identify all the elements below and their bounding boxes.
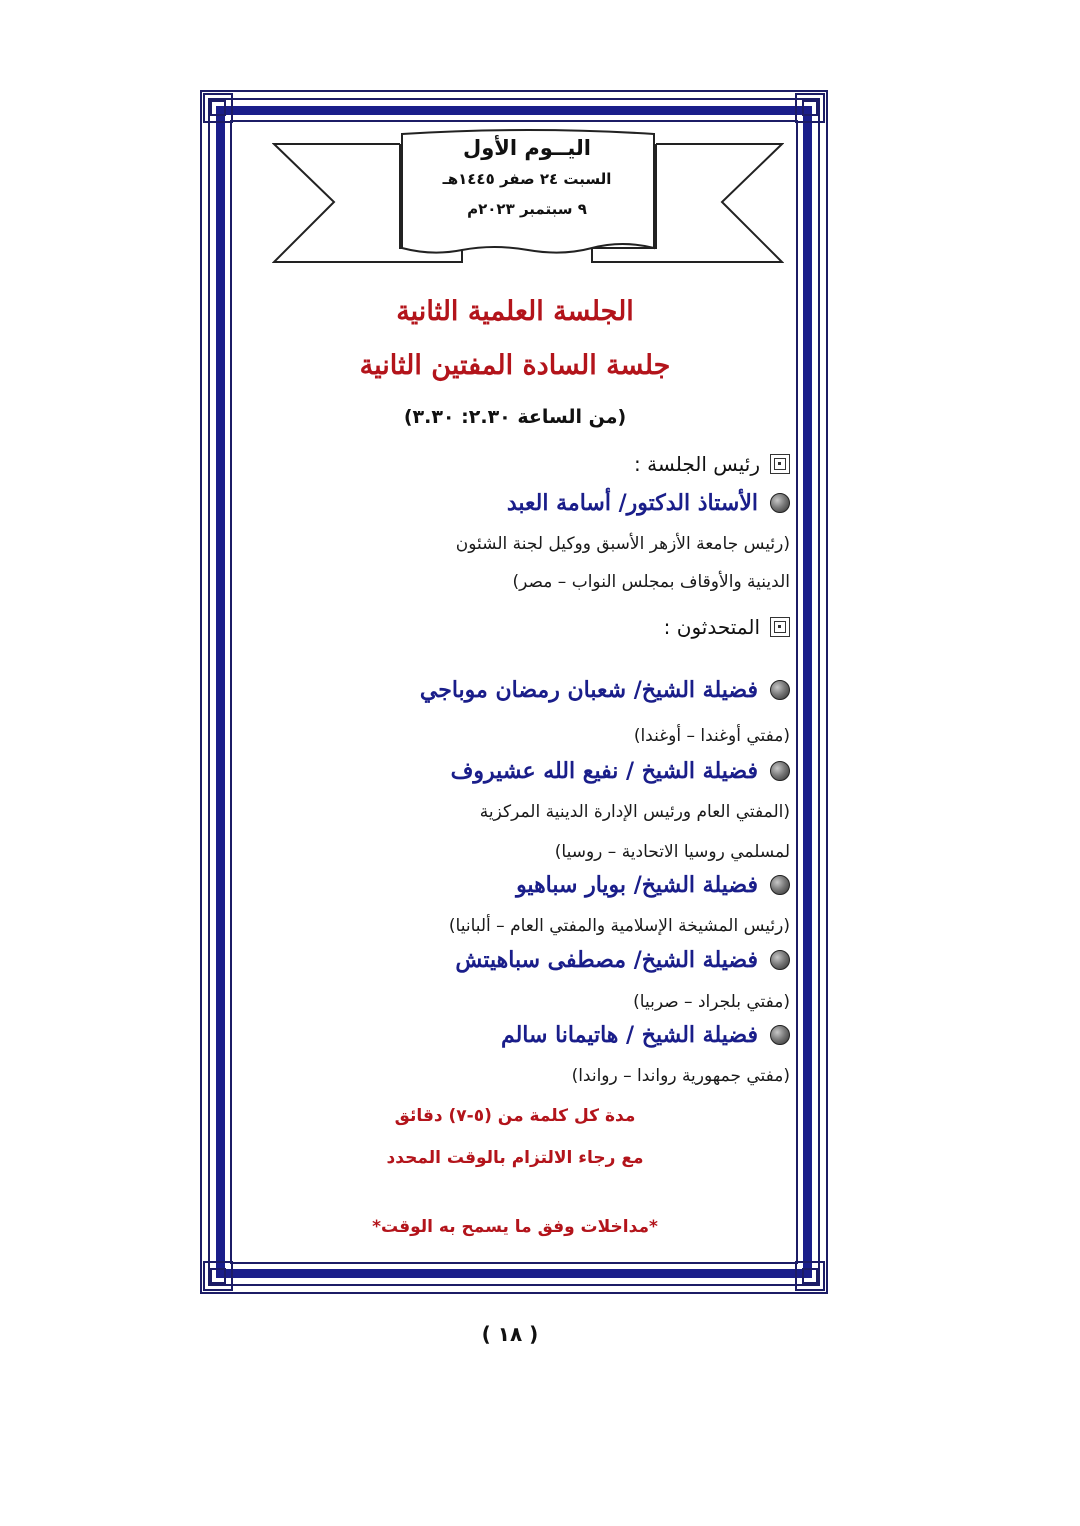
speaker-3-row	[516, 872, 790, 898]
corner-ornament-top-right	[795, 93, 825, 123]
speaker-name: فضيلة الشيخ / نفيع الله عشيروف	[450, 758, 758, 784]
corner-ornament-top-left	[203, 93, 233, 123]
speaker-desc: (مفتي بلجراد – صربيا)	[633, 992, 790, 1012]
chair-name: الأستاذ الدكتور/ أسامة العبد	[506, 490, 758, 516]
bullet-icon	[770, 1025, 790, 1045]
speaker-4-row	[455, 947, 790, 973]
chair-section-header	[634, 452, 790, 476]
corner-ornament-bottom-right	[795, 1261, 825, 1291]
hijri-date: السبت ٢٤ صفر ١٤٤٥هـ	[442, 170, 612, 188]
session-time: (من الساعة ٢.٣٠: ٣.٣٠)	[403, 406, 627, 428]
speaker-desc: (رئيس المشيخة الإسلامية والمفتي العام – ألبانيا)	[448, 916, 790, 936]
bullet-icon	[770, 875, 790, 895]
speakers-label: المتحدثون :	[663, 615, 760, 639]
chair-desc-line2: الدينية والأوقاف بمجلس النواب – مصر)	[512, 572, 790, 592]
day-title: اليــوم الأول	[463, 136, 591, 160]
session-title: الجلسة العلمية الثانية	[396, 296, 634, 327]
bullet-icon	[770, 493, 790, 513]
session-subtitle: جلسة السادة المفتين الثانية	[359, 350, 671, 381]
speaker-1-row	[420, 677, 790, 703]
speaker-desc: (مفتي جمهورية رواندا – رواندا)	[571, 1066, 790, 1086]
corner-ornament-bottom-left	[203, 1261, 233, 1291]
day-ribbon-text	[400, 132, 654, 250]
chair-label: رئيس الجلسة :	[634, 452, 760, 476]
chair-name-row	[507, 490, 790, 516]
speaker-name: فضيلة الشيخ / هاتيمانا سالم	[500, 1022, 758, 1048]
page-number: ( ١٨ )	[481, 1322, 539, 1346]
speakers-section-header	[664, 615, 790, 639]
chair-desc-line1: (رئيس جامعة الأزهر الأسبق ووكيل لجنة الشئون	[455, 534, 790, 554]
speaker-desc: (المفتي العام ورئيس الإدارة الدينية المركزية	[479, 802, 790, 822]
speaker-desc: لمسلمي روسيا الاتحادية – روسيا)	[554, 842, 790, 862]
bullet-icon	[770, 950, 790, 970]
commitment-note: مع رجاء الالتزام بالوقت المحدد	[386, 1148, 644, 1168]
speaker-name: فضيلة الشيخ/ شعبان رمضان موباجي	[419, 677, 758, 703]
bullet-icon	[770, 761, 790, 781]
square-pattern-icon	[770, 617, 790, 637]
gregorian-date: ٩ سبتمبر ٢٠٢٣م	[467, 200, 587, 218]
speaker-desc: (مفتي أوغندا – أوغندا)	[633, 726, 790, 746]
speaker-5-row	[501, 1022, 790, 1048]
square-pattern-icon	[770, 454, 790, 474]
speaker-2-row	[451, 758, 790, 784]
duration-note: مدة كل كلمة من (٥-٧) دقائق	[394, 1106, 636, 1126]
speaker-name: فضيلة الشيخ/ مصطفى سباهيتش	[455, 947, 758, 973]
bullet-icon	[770, 680, 790, 700]
speaker-name: فضيلة الشيخ/ بويار سباهيو	[516, 872, 758, 898]
interventions-note: *مداخلات وفق ما يسمح به الوقت*	[372, 1217, 658, 1237]
